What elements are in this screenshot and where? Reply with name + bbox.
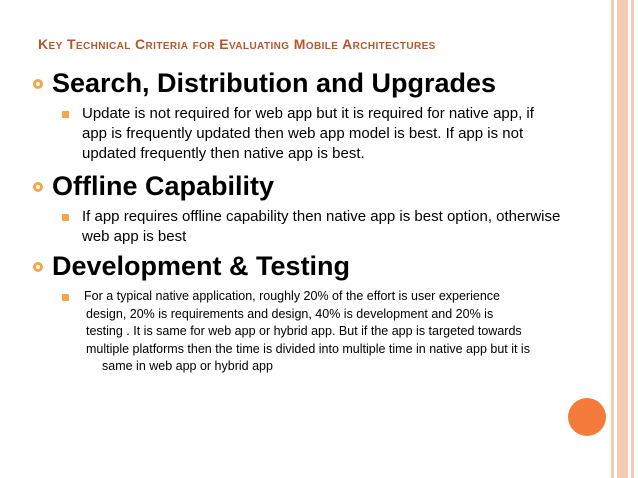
bullet-text-offline: If app requires offline capability then native app is best option, otherwise web app is best xyxy=(82,208,561,245)
ring-bullet-icon xyxy=(33,182,43,192)
square-bullet-icon xyxy=(62,111,69,118)
stripe-thin-right xyxy=(631,0,634,478)
heading-text: Offline Capability xyxy=(52,171,275,201)
ring-bullet-icon xyxy=(33,79,43,89)
bullet-line: multiple platforms then the time is divided into multiple time in native app but it is xyxy=(86,341,530,356)
bullet-text-search: Update is not required for web app but it is required for native app, if app is frequently updated then web app model is best. If app is not updated frequently then native app is best. xyxy=(82,105,534,162)
slide-title: Key Technical Criteria for Evaluating Mobile Architectures xyxy=(38,36,436,52)
bullet-line: same in web app or hybrid app xyxy=(102,359,273,373)
bullet-line: design, 20% is requirements and design, 40% is development and 20% is xyxy=(86,306,494,321)
square-bullet-icon xyxy=(62,294,69,301)
section-heading-development xyxy=(33,251,350,282)
bullet-text-development xyxy=(84,288,574,376)
stripe-wide xyxy=(617,0,628,478)
decorative-stripes xyxy=(598,0,638,478)
heading-text: Search, Distribution and Upgrades xyxy=(52,68,497,98)
bullet-line: testing . It is same for web app or hybrid app. But if the app is targeted towards xyxy=(86,324,522,338)
ring-bullet-icon xyxy=(33,262,43,272)
section-heading-offline xyxy=(33,171,274,202)
heading-text: Development & Testing xyxy=(52,251,351,281)
square-bullet-icon xyxy=(62,214,69,221)
bullet-line: For a typical native application, roughly 20% of the effort is user experience xyxy=(84,289,500,303)
decorative-circle xyxy=(568,398,606,436)
section-heading-search xyxy=(33,68,496,99)
stripe-thin-left xyxy=(611,0,614,478)
